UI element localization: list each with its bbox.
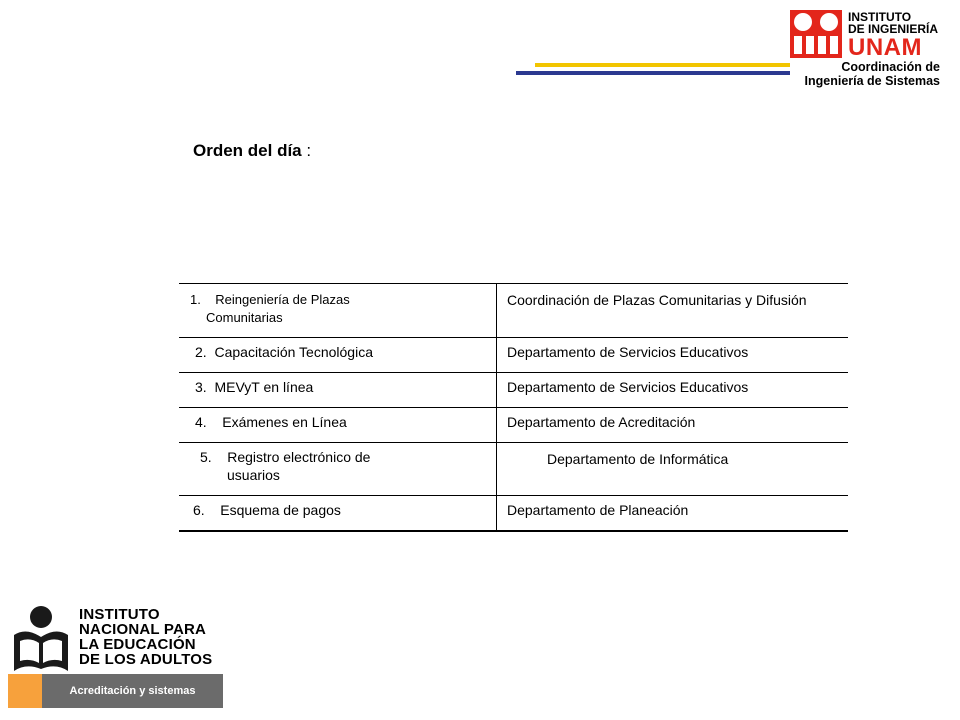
unam-emblem-icon: [790, 10, 842, 58]
footer-orange-block: [8, 674, 42, 708]
table-row: [179, 408, 848, 443]
agenda-item-cell: 1. Reingeniería de Plazas Comunitarias: [179, 284, 497, 338]
unam-institute-label: INSTITUTO DE INGENIERÍA: [848, 10, 939, 36]
agenda-responsible-cell: Departamento de Servicios Educativos: [497, 338, 849, 373]
agenda-responsible-cell: Departamento de Servicios Educativos: [497, 373, 849, 408]
inea-name: INSTITUTO NACIONAL PARA LA EDUCACIÓN DE LOS ADULTOS: [79, 606, 213, 668]
header-blue-line: [516, 71, 790, 75]
agenda-responsible-cell: Coordinación de Plazas Comunitarias y Difusión: [497, 284, 849, 338]
agenda-responsible-cell: Departamento de Acreditación: [497, 408, 849, 443]
reading-person-icon: [8, 605, 74, 673]
unam-logo: [790, 10, 950, 90]
table-row: [179, 443, 848, 496]
agenda-item-cell: 6. Esquema de pagos: [179, 496, 497, 532]
table-row: [179, 284, 848, 338]
agenda-item-cell: 5. Registro electrónico de usuarios: [179, 443, 497, 496]
agenda-item-cell: 3. MEVyT en línea: [179, 373, 497, 408]
agenda-item-cell: 4. Exámenes en Línea: [179, 408, 497, 443]
footer-bar: [8, 674, 223, 708]
table-row: [179, 496, 848, 532]
header-yellow-line: [535, 63, 790, 67]
agenda-responsible-cell: Departamento de Informática: [497, 443, 849, 496]
page-title: Orden del día :: [193, 141, 312, 160]
footer-department-label: Acreditación y sistemas: [42, 674, 223, 708]
table-row: [179, 338, 848, 373]
table-row: [179, 373, 848, 408]
agenda-item-cell: 2. Capacitación Tecnológica: [179, 338, 497, 373]
unam-name: UNAM: [848, 34, 922, 61]
agenda-responsible-cell: Departamento de Planeación: [497, 496, 849, 532]
agenda-table: [179, 283, 848, 532]
unam-coordination-label: Coordinación de Ingeniería de Sistemas: [804, 60, 940, 88]
